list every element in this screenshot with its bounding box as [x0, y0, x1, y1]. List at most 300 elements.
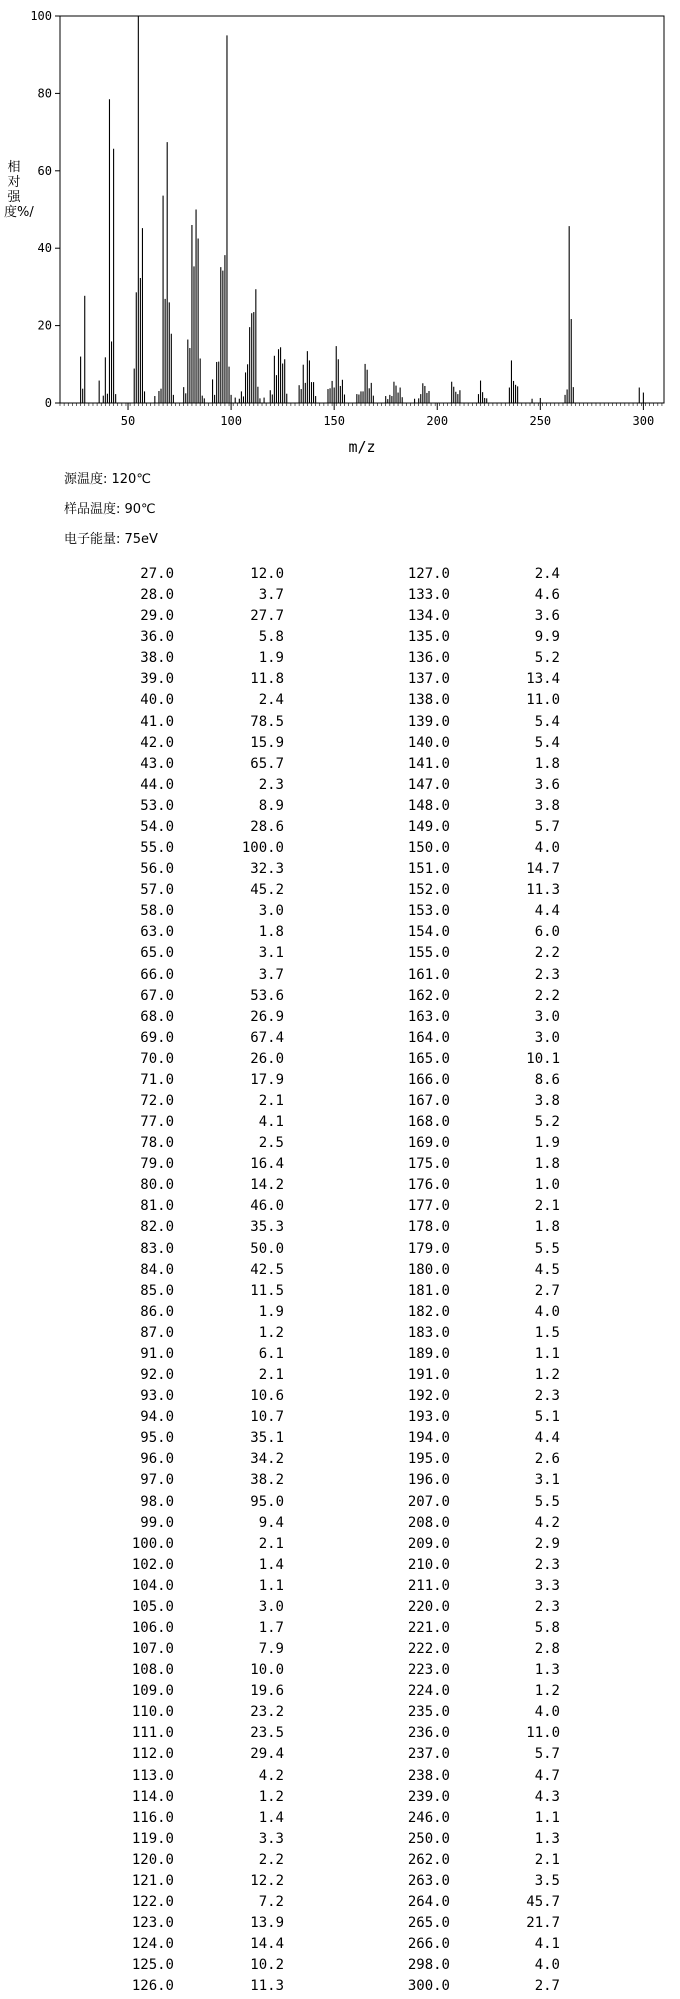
table-row	[0, 566, 680, 587]
table-row	[0, 1346, 680, 1367]
mz-value: 223.0	[407, 1662, 450, 1679]
intensity-value: 10.6	[250, 1388, 284, 1405]
intensity-value: 78.5	[250, 713, 284, 730]
table-row	[0, 1009, 680, 1030]
intensity-value: 11.3	[526, 882, 560, 899]
mz-value: 87.0	[140, 1324, 174, 1341]
table-row	[0, 587, 680, 608]
table-row	[0, 1409, 680, 1430]
table-row	[0, 1515, 680, 1536]
table-row	[0, 756, 680, 777]
intensity-value: 1.8	[258, 924, 284, 941]
mz-value: 42.0	[140, 734, 174, 751]
intensity-value: 27.7	[250, 608, 284, 625]
mz-value: 191.0	[407, 1367, 450, 1384]
mz-value: 77.0	[140, 1114, 174, 1131]
mz-value: 104.0	[131, 1577, 174, 1594]
table-row	[0, 840, 680, 861]
intensity-value: 3.3	[534, 1577, 560, 1594]
intensity-value: 3.6	[534, 776, 560, 793]
intensity-value: 13.4	[526, 671, 560, 688]
intensity-value: 2.3	[534, 1556, 560, 1573]
mz-value: 57.0	[140, 882, 174, 899]
intensity-value: 53.6	[250, 987, 284, 1004]
x-tick-label: 100	[220, 414, 242, 428]
mz-value: 182.0	[407, 1303, 450, 1320]
y-axis-label: 相对强度%/	[4, 160, 34, 220]
mz-value: 120.0	[131, 1851, 174, 1868]
mz-value: 63.0	[140, 924, 174, 941]
intensity-value: 11.0	[526, 692, 560, 709]
mz-value: 36.0	[140, 629, 174, 646]
mz-value: 114.0	[131, 1788, 174, 1805]
intensity-value: 5.8	[258, 629, 284, 646]
mz-value: 102.0	[131, 1556, 174, 1573]
intensity-value: 2.7	[534, 1978, 560, 1995]
table-row	[0, 1725, 680, 1746]
mz-value: 141.0	[407, 755, 450, 772]
mz-value: 266.0	[407, 1936, 450, 1953]
intensity-value: 10.2	[250, 1957, 284, 1974]
intensity-value: 35.1	[250, 1430, 284, 1447]
intensity-value: 4.4	[534, 1430, 560, 1447]
table-row	[0, 650, 680, 671]
mz-value: 29.0	[140, 608, 174, 625]
table-row	[0, 1852, 680, 1873]
intensity-value: 5.8	[534, 1620, 560, 1636]
intensity-value: 3.1	[258, 945, 284, 962]
intensity-value: 1.0	[534, 1177, 560, 1194]
table-row	[0, 1304, 680, 1325]
mz-value: 94.0	[140, 1409, 174, 1426]
intensity-value: 3.0	[258, 903, 284, 920]
intensity-value: 9.4	[258, 1514, 284, 1531]
mz-value: 80.0	[140, 1177, 174, 1194]
mz-value: 40.0	[140, 692, 174, 709]
intensity-value: 1.5	[534, 1324, 560, 1341]
table-row	[0, 671, 680, 692]
intensity-value: 2.1	[534, 1198, 560, 1215]
mz-value: 43.0	[140, 755, 174, 772]
mz-value: 71.0	[140, 1071, 174, 1088]
table-row	[0, 1093, 680, 1114]
mz-value: 108.0	[131, 1662, 174, 1679]
table-row	[0, 1894, 680, 1915]
mz-value: 263.0	[407, 1872, 450, 1889]
y-tick-label: 80	[37, 86, 52, 101]
mz-value: 179.0	[407, 1240, 450, 1257]
table-row	[0, 1620, 680, 1641]
intensity-value: 1.2	[258, 1788, 284, 1805]
table-row	[0, 1957, 680, 1978]
mz-value: 194.0	[407, 1430, 450, 1447]
mz-value: 152.0	[407, 882, 450, 899]
intensity-value: 8.6	[534, 1071, 560, 1088]
intensity-value: 5.5	[534, 1240, 560, 1257]
intensity-value: 2.1	[534, 1851, 560, 1868]
mz-value: 140.0	[407, 734, 450, 751]
mz-value: 147.0	[407, 776, 450, 793]
mz-value: 209.0	[407, 1535, 450, 1552]
intensity-value: 100.0	[241, 840, 284, 857]
mz-value: 82.0	[140, 1219, 174, 1236]
intensity-value: 14.7	[526, 861, 560, 878]
intensity-value: 2.2	[258, 1851, 284, 1868]
table-row	[0, 1768, 680, 1789]
intensity-value: 42.5	[250, 1261, 284, 1278]
mz-value: 28.0	[140, 587, 174, 604]
table-row	[0, 1873, 680, 1894]
intensity-value: 3.7	[258, 587, 284, 604]
intensity-value: 2.7	[534, 1282, 560, 1299]
intensity-value: 3.0	[534, 1008, 560, 1025]
mz-value: 100.0	[131, 1535, 174, 1552]
mz-value: 54.0	[140, 818, 174, 835]
table-row	[0, 882, 680, 903]
mz-value: 151.0	[407, 861, 450, 878]
table-row	[0, 945, 680, 966]
mass-spectrum-chart	[0, 0, 680, 460]
mz-value: 195.0	[407, 1451, 450, 1468]
intensity-value: 2.3	[534, 966, 560, 983]
intensity-value: 23.2	[250, 1704, 284, 1721]
intensity-value: 12.0	[250, 566, 284, 582]
intensity-value: 7.9	[258, 1641, 284, 1658]
mz-value: 210.0	[407, 1556, 450, 1573]
table-row	[0, 1177, 680, 1198]
intensity-value: 1.9	[258, 1303, 284, 1320]
intensity-value: 5.1	[534, 1409, 560, 1426]
table-row	[0, 692, 680, 713]
table-row	[0, 1430, 680, 1451]
intensity-value: 3.3	[258, 1830, 284, 1847]
intensity-value: 2.1	[258, 1535, 284, 1552]
mz-value: 93.0	[140, 1388, 174, 1405]
table-row	[0, 1219, 680, 1240]
mz-value: 122.0	[131, 1894, 174, 1911]
intensity-value: 2.2	[534, 945, 560, 962]
intensity-value: 13.9	[250, 1915, 284, 1932]
table-row	[0, 1472, 680, 1493]
intensity-value: 1.1	[534, 1809, 560, 1826]
intensity-value: 9.9	[534, 629, 560, 646]
mz-value: 164.0	[407, 1029, 450, 1046]
intensity-value: 5.2	[534, 650, 560, 667]
mz-value: 119.0	[131, 1830, 174, 1847]
table-row	[0, 1978, 680, 1999]
intensity-value: 4.1	[258, 1114, 284, 1131]
intensity-value: 6.0	[534, 924, 560, 941]
mz-value: 127.0	[407, 566, 450, 582]
mz-value: 237.0	[407, 1746, 450, 1763]
source-temperature: 源温度: 120℃	[64, 472, 151, 487]
intensity-value: 1.4	[258, 1556, 284, 1573]
mz-value: 70.0	[140, 1050, 174, 1067]
intensity-value: 50.0	[250, 1240, 284, 1257]
mz-value: 176.0	[407, 1177, 450, 1194]
mz-value: 165.0	[407, 1050, 450, 1067]
table-row	[0, 1599, 680, 1620]
mz-value: 91.0	[140, 1345, 174, 1362]
table-row	[0, 608, 680, 629]
mz-value: 189.0	[407, 1345, 450, 1362]
mz-value: 98.0	[140, 1493, 174, 1510]
intensity-value: 15.9	[250, 734, 284, 751]
intensity-value: 10.7	[250, 1409, 284, 1426]
mz-value: 148.0	[407, 797, 450, 814]
intensity-value: 16.4	[250, 1156, 284, 1173]
x-tick-label: 150	[323, 414, 346, 428]
intensity-value: 4.0	[534, 1957, 560, 1974]
table-row	[0, 967, 680, 988]
intensity-value: 5.7	[534, 818, 560, 835]
mz-value: 133.0	[407, 587, 450, 604]
mz-value: 154.0	[407, 924, 450, 941]
intensity-value: 1.2	[258, 1324, 284, 1341]
intensity-value: 2.9	[534, 1535, 560, 1552]
mz-value: 125.0	[131, 1957, 174, 1974]
table-row	[0, 1494, 680, 1515]
table-row	[0, 1683, 680, 1704]
mz-value: 126.0	[131, 1978, 174, 1995]
mz-value: 139.0	[407, 713, 450, 730]
x-tick-label: 200	[426, 414, 449, 428]
mz-value: 38.0	[140, 650, 174, 667]
mz-value: 123.0	[131, 1915, 174, 1932]
table-row	[0, 1915, 680, 1936]
mz-value: 250.0	[407, 1830, 450, 1847]
mz-value: 68.0	[140, 1008, 174, 1025]
intensity-value: 45.7	[526, 1894, 560, 1911]
table-row	[0, 714, 680, 735]
mz-value: 78.0	[140, 1135, 174, 1152]
mz-value: 41.0	[140, 713, 174, 730]
mz-value: 153.0	[407, 903, 450, 920]
mz-value: 55.0	[140, 840, 174, 857]
mz-value: 180.0	[407, 1261, 450, 1278]
intensity-value: 14.4	[250, 1936, 284, 1953]
intensity-value: 1.8	[534, 755, 560, 772]
mz-value: 262.0	[407, 1851, 450, 1868]
intensity-value: 45.2	[250, 882, 284, 899]
intensity-value: 2.3	[258, 776, 284, 793]
mz-value: 181.0	[407, 1282, 450, 1299]
intensity-value: 2.1	[258, 1367, 284, 1384]
intensity-value: 26.0	[250, 1050, 284, 1067]
intensity-value: 1.8	[534, 1219, 560, 1236]
mz-value: 84.0	[140, 1261, 174, 1278]
mz-value: 207.0	[407, 1493, 450, 1510]
intensity-value: 1.1	[258, 1577, 284, 1594]
y-tick-label: 40	[37, 241, 52, 256]
y-tick-label: 60	[37, 163, 52, 178]
table-row	[0, 1789, 680, 1810]
mz-value: 81.0	[140, 1198, 174, 1215]
intensity-value: 3.8	[534, 1093, 560, 1109]
mz-value: 116.0	[131, 1809, 174, 1826]
mz-value: 113.0	[131, 1767, 174, 1784]
table-row	[0, 1536, 680, 1557]
intensity-value: 34.2	[250, 1451, 284, 1468]
table-row	[0, 1578, 680, 1599]
intensity-value: 3.8	[534, 797, 560, 814]
electron-energy: 电子能量: 75eV	[64, 532, 158, 547]
x-axis-label: m/z	[348, 438, 376, 456]
intensity-value: 1.2	[534, 1367, 560, 1384]
mz-value: 112.0	[131, 1746, 174, 1763]
mz-value: 168.0	[407, 1114, 450, 1131]
table-row	[0, 1241, 680, 1262]
mz-value: 183.0	[407, 1324, 450, 1341]
mz-value: 235.0	[407, 1704, 450, 1721]
mz-value: 99.0	[140, 1514, 174, 1531]
intensity-value: 4.0	[534, 1303, 560, 1320]
mz-value: 161.0	[407, 966, 450, 983]
x-tick-label: 300	[632, 414, 655, 428]
mz-value: 121.0	[131, 1872, 174, 1889]
mz-value: 66.0	[140, 966, 174, 983]
mz-value: 97.0	[140, 1472, 174, 1489]
mz-value: 95.0	[140, 1430, 174, 1447]
intensity-value: 3.0	[258, 1598, 284, 1615]
mz-value: 96.0	[140, 1451, 174, 1468]
mz-value: 238.0	[407, 1767, 450, 1784]
mz-value: 65.0	[140, 945, 174, 962]
mz-value: 53.0	[140, 797, 174, 814]
table-row	[0, 1198, 680, 1219]
table-row	[0, 988, 680, 1009]
intensity-value: 4.0	[534, 1704, 560, 1721]
table-row	[0, 1114, 680, 1135]
mz-value: 166.0	[407, 1071, 450, 1088]
mz-value: 124.0	[131, 1936, 174, 1953]
intensity-value: 4.5	[534, 1261, 560, 1278]
table-row	[0, 1283, 680, 1304]
intensity-value: 4.2	[258, 1767, 284, 1784]
intensity-value: 2.2	[534, 987, 560, 1004]
intensity-value: 5.5	[534, 1493, 560, 1510]
intensity-value: 2.8	[534, 1641, 560, 1658]
mz-value: 137.0	[407, 671, 450, 688]
table-row	[0, 1367, 680, 1388]
intensity-value: 4.3	[534, 1788, 560, 1805]
mz-value: 27.0	[140, 566, 174, 582]
intensity-value: 35.3	[250, 1219, 284, 1236]
mz-value: 149.0	[407, 818, 450, 835]
mz-value: 163.0	[407, 1008, 450, 1025]
table-row	[0, 629, 680, 650]
mz-value: 211.0	[407, 1577, 450, 1594]
intensity-value: 4.2	[534, 1514, 560, 1531]
intensity-value: 11.5	[250, 1282, 284, 1299]
mz-value: 178.0	[407, 1219, 450, 1236]
mz-value: 150.0	[407, 840, 450, 857]
intensity-value: 26.9	[250, 1008, 284, 1025]
mz-value: 300.0	[407, 1978, 450, 1995]
mz-value: 69.0	[140, 1029, 174, 1046]
intensity-value: 1.8	[534, 1156, 560, 1173]
intensity-value: 4.6	[534, 587, 560, 604]
table-row	[0, 1072, 680, 1093]
intensity-value: 28.6	[250, 818, 284, 835]
intensity-value: 5.4	[534, 734, 560, 751]
table-row	[0, 861, 680, 882]
table-row	[0, 903, 680, 924]
intensity-value: 1.3	[534, 1830, 560, 1847]
intensity-value: 10.0	[250, 1662, 284, 1679]
table-row	[0, 1641, 680, 1662]
intensity-value: 29.4	[250, 1746, 284, 1763]
intensity-value: 1.9	[534, 1135, 560, 1152]
intensity-value: 6.1	[258, 1345, 284, 1362]
mz-value: 67.0	[140, 987, 174, 1004]
intensity-value: 32.3	[250, 861, 284, 878]
mz-value: 222.0	[407, 1641, 450, 1658]
table-row	[0, 924, 680, 945]
mz-value: 177.0	[407, 1198, 450, 1215]
intensity-value: 11.3	[250, 1978, 284, 1995]
mz-value: 239.0	[407, 1788, 450, 1805]
mz-value: 162.0	[407, 987, 450, 1004]
table-row	[0, 1156, 680, 1177]
intensity-value: 2.5	[258, 1135, 284, 1152]
y-tick-label: 0	[44, 396, 52, 410]
intensity-value: 19.6	[250, 1683, 284, 1700]
table-row	[0, 1936, 680, 1957]
intensity-value: 46.0	[250, 1198, 284, 1215]
table-row	[0, 1388, 680, 1409]
mz-value: 136.0	[407, 650, 450, 667]
mz-value: 221.0	[407, 1620, 450, 1636]
intensity-value: 67.4	[250, 1029, 284, 1046]
table-row	[0, 1557, 680, 1578]
mz-value: 298.0	[407, 1957, 450, 1974]
intensity-value: 4.7	[534, 1767, 560, 1784]
mz-value: 246.0	[407, 1809, 450, 1826]
table-row	[0, 1662, 680, 1683]
mz-value: 83.0	[140, 1240, 174, 1257]
mz-value: 110.0	[131, 1704, 174, 1721]
intensity-value: 4.1	[534, 1936, 560, 1953]
intensity-value: 5.2	[534, 1114, 560, 1131]
mz-value: 72.0	[140, 1093, 174, 1109]
intensity-value: 1.4	[258, 1809, 284, 1826]
table-row	[0, 735, 680, 756]
mz-value: 169.0	[407, 1135, 450, 1152]
x-tick-label: 250	[529, 414, 552, 428]
table-row	[0, 798, 680, 819]
x-tick-label: 50	[120, 414, 136, 428]
table-row	[0, 1746, 680, 1767]
table-row	[0, 1810, 680, 1831]
mz-value: 155.0	[407, 945, 450, 962]
mz-value: 111.0	[131, 1725, 174, 1742]
intensity-value: 5.4	[534, 713, 560, 730]
mz-value: 167.0	[407, 1093, 450, 1109]
mz-value: 109.0	[131, 1683, 174, 1700]
mz-value: 44.0	[140, 776, 174, 793]
mz-value: 86.0	[140, 1303, 174, 1320]
mz-value: 224.0	[407, 1683, 450, 1700]
mz-value: 208.0	[407, 1514, 450, 1531]
table-row	[0, 1135, 680, 1156]
mz-value: 56.0	[140, 861, 174, 878]
intensity-value: 12.2	[250, 1872, 284, 1889]
intensity-value: 2.6	[534, 1451, 560, 1468]
mz-value: 196.0	[407, 1472, 450, 1489]
intensity-value: 3.0	[534, 1029, 560, 1046]
mz-value: 39.0	[140, 671, 174, 688]
